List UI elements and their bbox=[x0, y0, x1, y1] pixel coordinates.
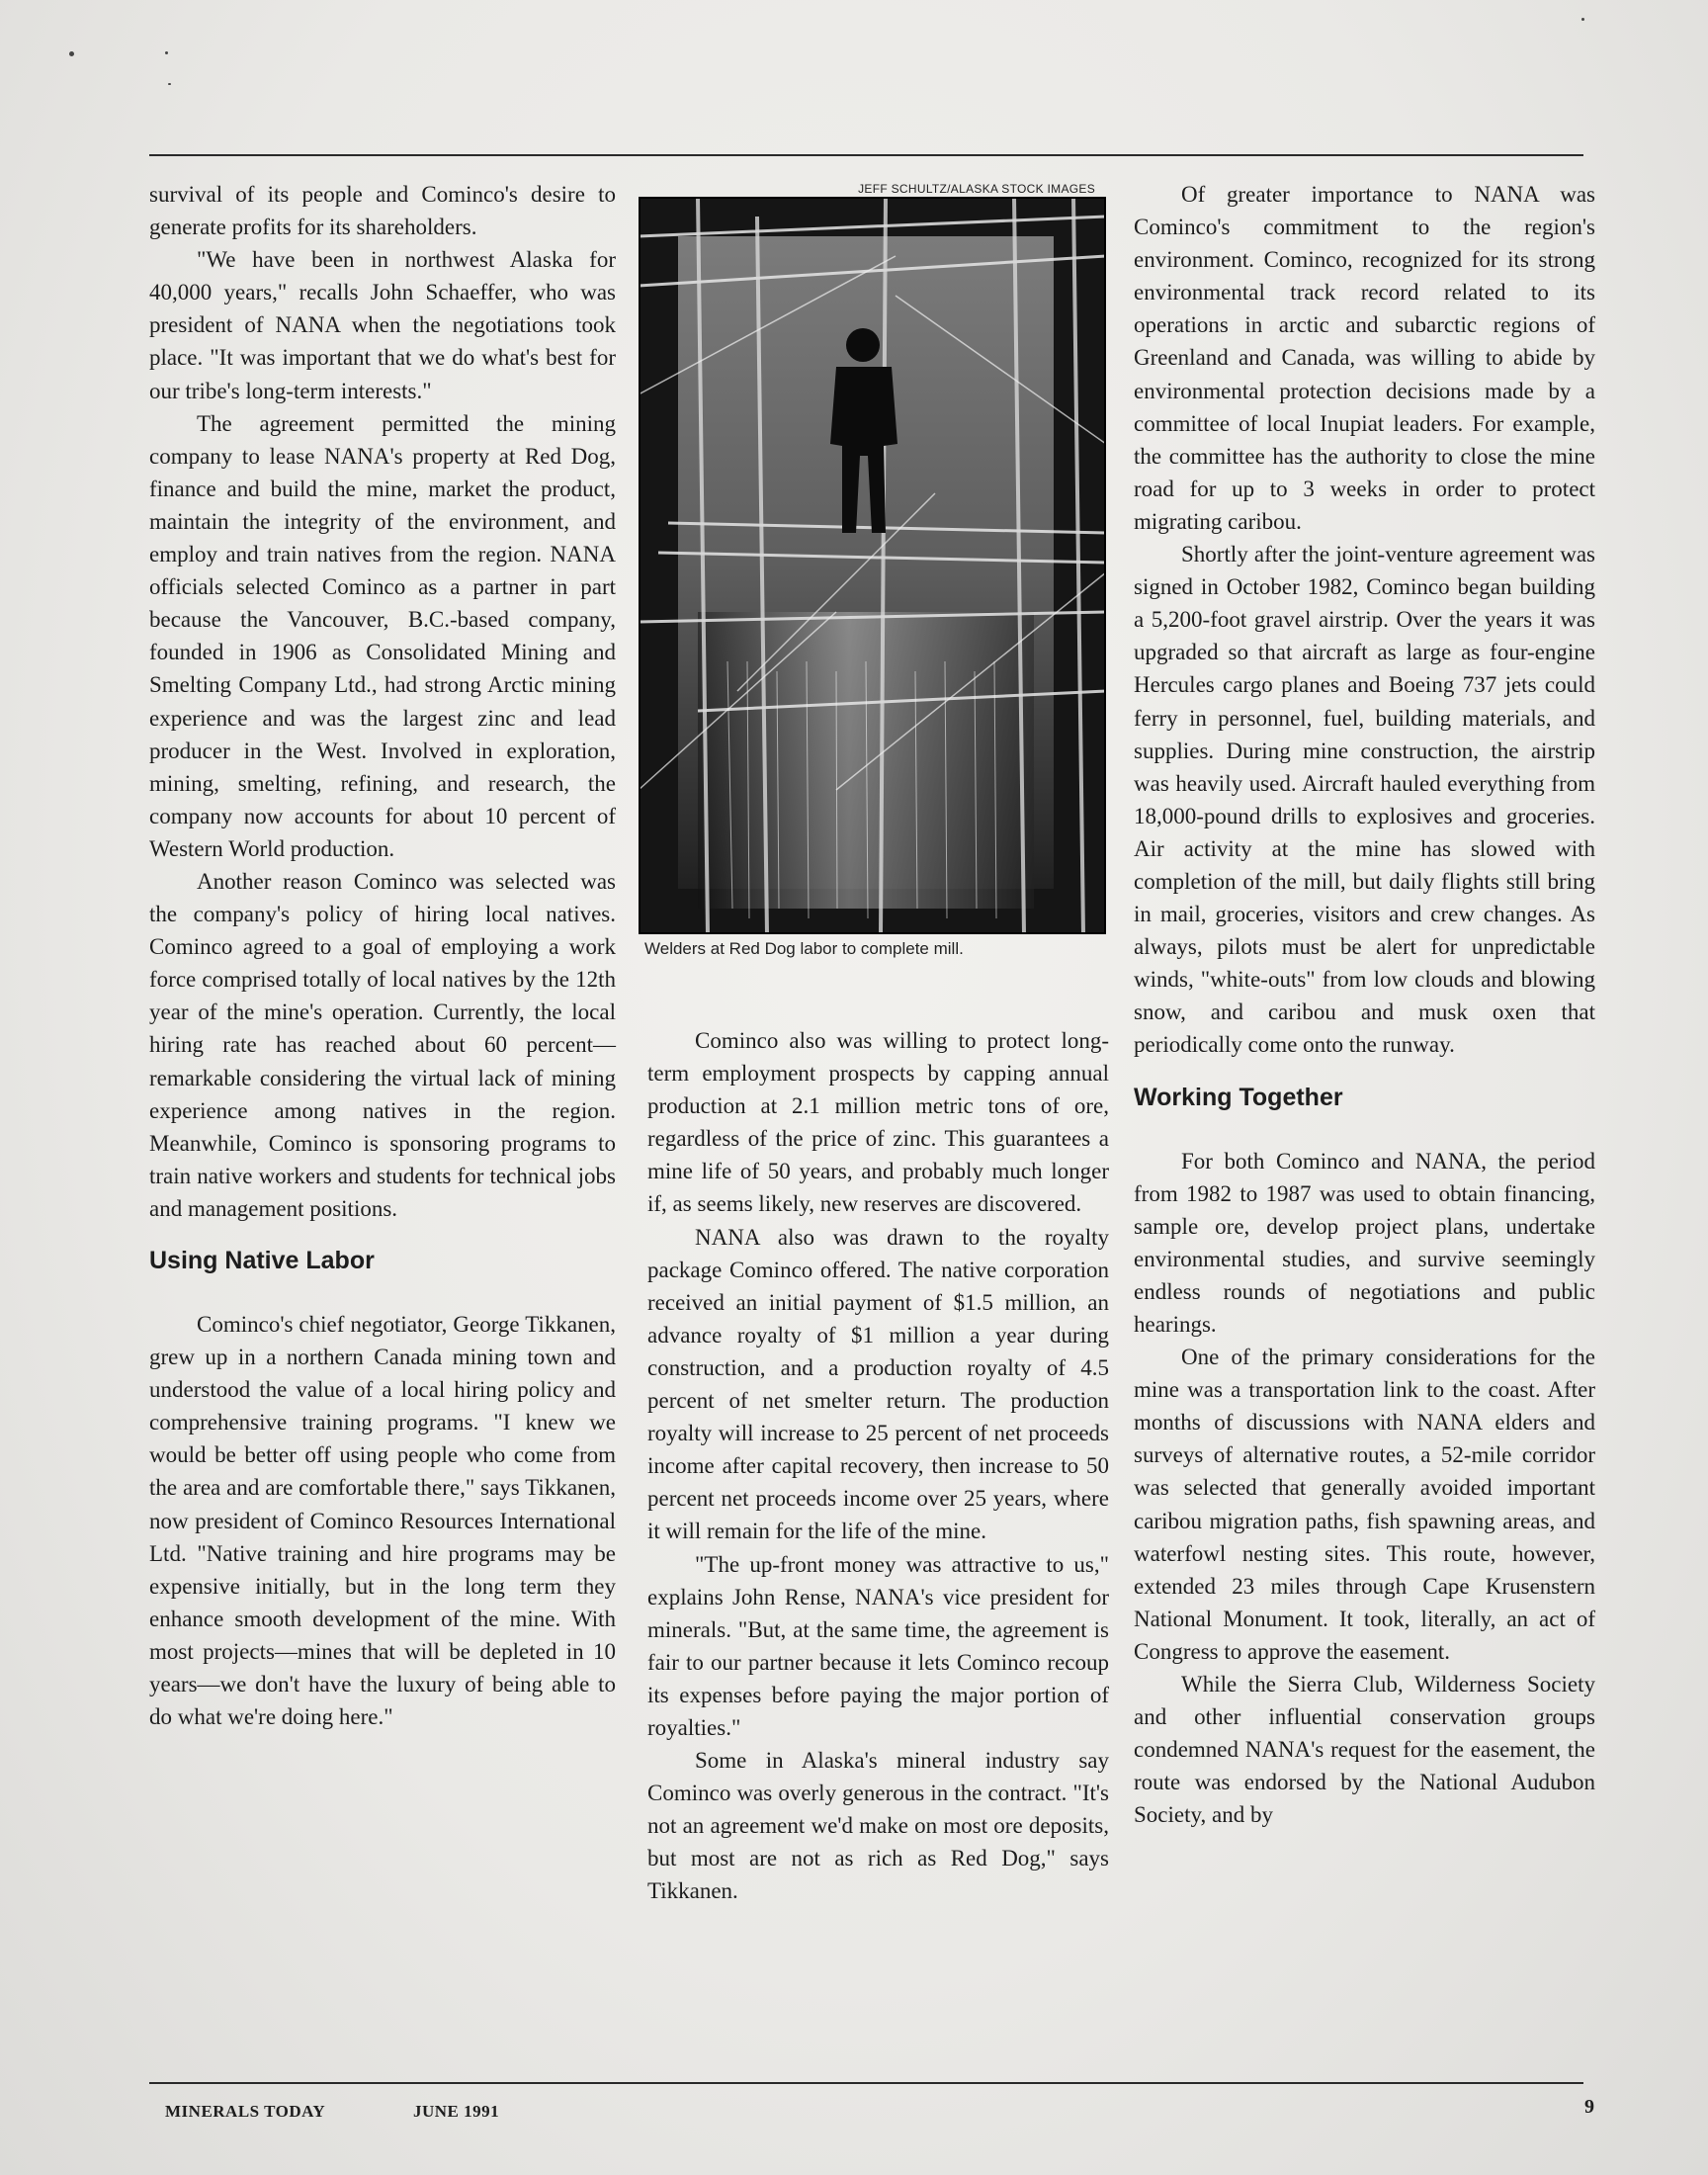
paragraph: Another reason Cominco was selected was the company's policy of hiring local natives. Cominco agreed to a goal of employing a work force comprised totally of local natives by the 12th year of the mine's operation. Currently, the local hiring rate has reached about 60 percent—remarkable considering the virtual lack of mining experience among natives in the region. Meanwhile, Cominco is sponsoring programs to train native workers and students for technical jobs and management positions. bbox=[149, 868, 616, 1221]
paragraph: "We have been in northwest Alaska for 40,000 years," recalls John Schaeffer, who was president of NANA when the negotiations took place. "It was important that we do what's best for our tribe's long-term interests." bbox=[149, 247, 616, 403]
header-rule bbox=[149, 154, 1583, 156]
paragraph: "The up-front money was attractive to us," explains John Rense, NANA's vice president for minerals. "But, at the same time, the agreement is fair to our partner because it lets Cominco recoup its expenses before paying the major portion of royalties." bbox=[647, 1551, 1109, 1740]
section-heading: Working Together bbox=[1134, 1083, 1343, 1111]
paragraph: Shortly after the joint-venture agreement was signed in October 1982, Cominco began building a 5,200-foot gravel airstrip. Over the years it was upgraded so that aircraft as large as four-engine Hercules cargo planes and Boeing 737 jets could ferry in personnel, fuel, building materials, and supplies. During mine construction, the airstrip was heavily used. Aircraft hauled everything from 18,000-pound drills to explosives and groceries. Air activity at the mine has slowed with completion of the mill, but daily flights still bring in mail, groceries, visitors and crew changes. As always, pilots must be alert for unpredictable winds, "white-outs" from low clouds and blowing snow, and caribou and musk oxen that periodically come onto the runway. bbox=[1134, 542, 1595, 1058]
photo-credit: JEFF SCHULTZ/ALASKA STOCK IMAGES bbox=[858, 182, 1095, 196]
paragraph: While the Sierra Club, Wilderness Society and other influential conservation groups condemned NANA's request for the easement, the route was endorsed by the National Audubon Society, and by bbox=[1134, 1672, 1595, 1828]
paragraph: For both Cominco and NANA, the period from 1982 to 1987 was used to obtain financing, sample ore, develop project plans, undertake environmental studies, and survive seemingly endless rounds of negotiations and public hearings. bbox=[1134, 1148, 1595, 1337]
paragraph: Cominco also was willing to protect long-term employment prospects by capping annual production at 2.1 million metric tons of ore, regardless of the price of zinc. This guarantees a mine life of 50 years, and probably much longer if, as seems likely, new reserves are discovered. bbox=[647, 1028, 1109, 1217]
photo-caption: Welders at Red Dog labor to complete mill. bbox=[644, 939, 964, 958]
footer-rule bbox=[149, 2082, 1583, 2084]
page-number: 9 bbox=[1584, 2096, 1595, 2118]
paragraph: One of the primary considerations for the mine was a transportation link to the coast. After months of discussions with NANA elders and surveys of alternative routes, a 52-mile corridor was selected that generally avoided important caribou migration paths, fish spawning areas, and waterfowl nesting sites. This route, however, extended 23 miles through Cape Krusenstern National Monument. It took, literally, an act of Congress to approve the easement. bbox=[1134, 1345, 1595, 1664]
article-column-2 bbox=[647, 1024, 1109, 1908]
welders-photo bbox=[639, 197, 1106, 934]
paragraph: NANA also was drawn to the royalty package Cominco offered. The native corporation received an initial payment of $1.5 million, an advance royalty of $1 million a year during construction, and a production royalty of 4.5 percent of net smelter return. The production royalty will increase to 25 percent of net proceeds income after capital recovery, then increase to 50 percent net proceeds income over 25 years, where it will remain for the life of the mine. bbox=[647, 1224, 1109, 1544]
paragraph: The agreement permitted the mining company to lease NANA's property at Red Dog, finance and build the mine, market the product, maintain the integrity of the environment, and employ and train natives from the region. NANA officials selected Cominco as a partner in part because the Vancouver, B.C.-based company, founded in 1906 as Consolidated Mining and Smelting Company Ltd., had strong Arctic mining experience and was the largest zinc and lead producer in the West. Involved in exploration, mining, smelting, refining, and research, the company now accounts for about 10 percent of Western World production. bbox=[149, 410, 616, 861]
paragraph: Some in Alaska's mineral industry say Cominco was overly generous in the contract. "It's not an agreement we'd make on most ore deposits, but most are not as rich as Red Dog," says Tikkanen. bbox=[647, 1748, 1109, 1904]
paragraph: Cominco's chief negotiator, George Tikkanen, grew up in a northern Canada mining town and understood the value of a local hiring policy and comprehensive training programs. "I knew we would be better off using people who come from the area and are comfortable there," says Tikkanen, now president of Cominco Resources International Ltd. "Native training and hire programs may be expensive initially, but in the long term they enhance smooth development of the mine. With most projects—mines that will be depleted in 10 years—we don't have the luxury of being able to do what we're doing here." bbox=[149, 1312, 616, 1730]
article-column-1 bbox=[149, 178, 616, 1733]
paragraph: Of greater importance to NANA was Cominco's commitment to the region's environment. Cominco, recognized for its strong environmental track record related to its operations in arctic and subarctic regions of Greenland and Canada, was willing to abide by environmental protection decisions made by a committee of local Inupiat leaders. For example, the committee has the authority to close the mine road for up to 3 weeks in order to protect migrating caribou. bbox=[1134, 182, 1595, 534]
footer-date: JUNE 1991 bbox=[413, 2102, 500, 2121]
scaffold-illustration bbox=[639, 197, 1106, 934]
footer-publication: MINERALS TODAY bbox=[165, 2102, 326, 2121]
section-heading: Using Native Labor bbox=[149, 1247, 375, 1274]
article-column-3 bbox=[1134, 178, 1595, 1832]
paragraph: survival of its people and Cominco's desire to generate profits for its shareholders. bbox=[149, 182, 616, 240]
